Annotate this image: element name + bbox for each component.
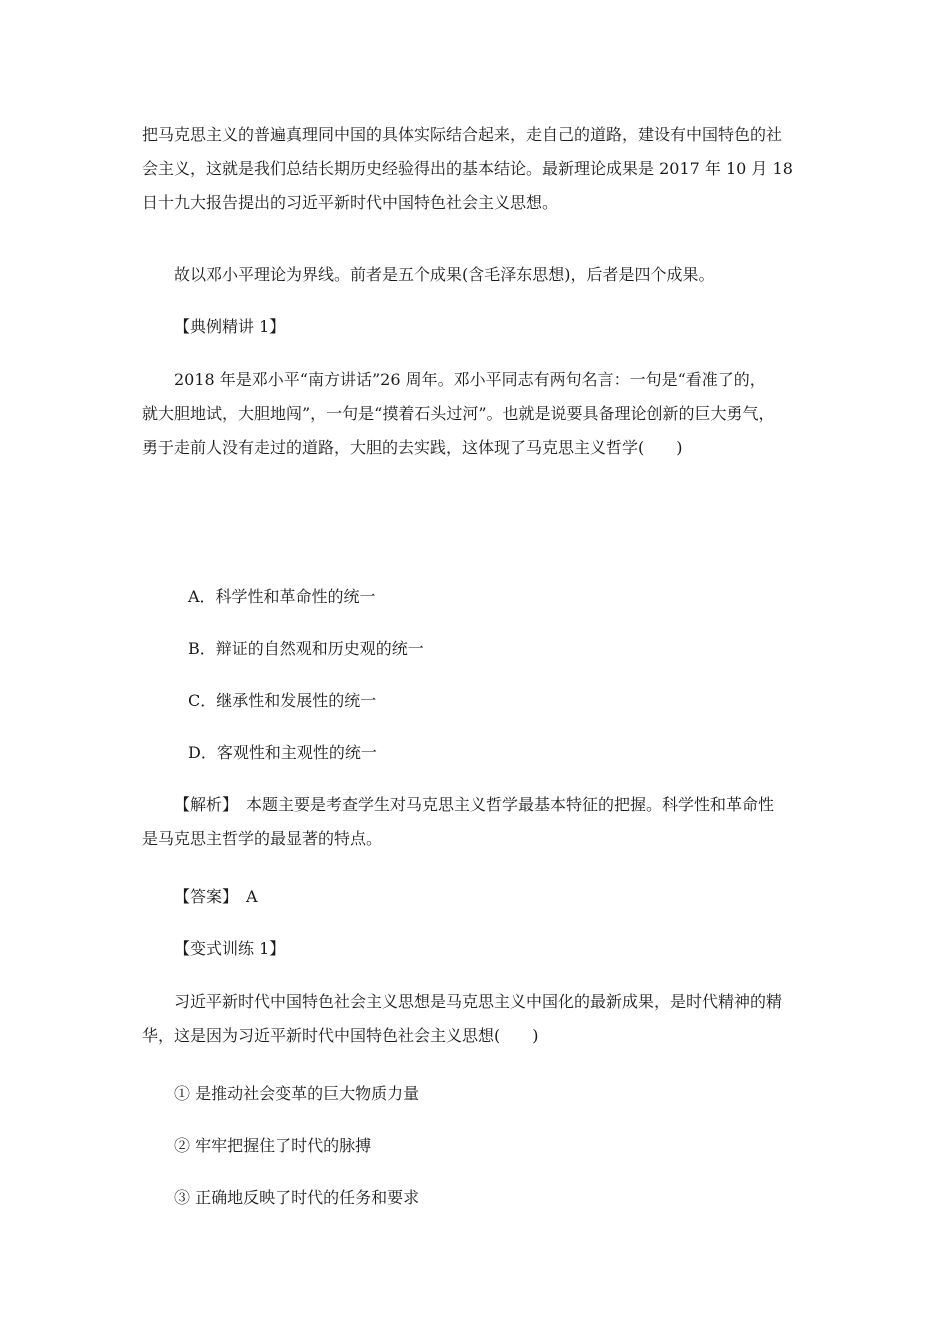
option-a: A．科学性和革命性的统一 (188, 587, 376, 606)
answer-label: 【答案】 (174, 887, 231, 906)
example-question-line-2: 就大胆地试，大胆地闯”，一句是“摸着石头过河”。也就是说要具备理论创新的巨大勇气， (142, 404, 775, 423)
exercise-item-2: ② 牢牢把握住了时代的脉搏 (174, 1136, 372, 1155)
exercise-item-1: ① 是推动社会变革的巨大物质力量 (174, 1084, 420, 1103)
intro-paragraph (142, 118, 807, 220)
option-d: D．客观性和主观性的统一 (188, 743, 377, 762)
summary-paragraph (142, 258, 807, 292)
option-a-block (142, 580, 807, 614)
option-c: C．继承性和发展性的统一 (188, 691, 377, 710)
intro-line-3: 日十九大报告提出的习近平新时代中国特色社会主义思想。 (142, 193, 559, 212)
analysis-label: 【解析】 (174, 795, 231, 814)
exercise-item-3-block (142, 1181, 807, 1215)
option-b-block (142, 632, 807, 666)
exercise-heading-block (142, 932, 807, 966)
exercise-heading: 【变式训练 1】 (174, 939, 286, 958)
analysis-text-1: 本题主要是考查学生对马克思主义哲学最基本特征的把握。科学性和革命性 (230, 795, 775, 814)
example-question-line-3: 勇于走前人没有走过的道路，大胆的去实践，这体现了马克思主义哲学( ) (142, 438, 683, 457)
analysis-paragraph (142, 788, 807, 856)
answer-paragraph (142, 880, 807, 914)
exercise-item-1-block (142, 1077, 807, 1111)
answer-line (142, 880, 807, 914)
option-b: B．辩证的自然观和历史观的统一 (188, 639, 424, 658)
example-heading: 【典例精讲 1】 (174, 317, 286, 336)
example-question-line-1: 2018 年是邓小平“南方讲话”26 周年。邓小平同志有两句名言：一句是“看准了的， (174, 370, 766, 389)
analysis-line-2: 是马克思主哲学的最显著的特点。 (142, 829, 383, 848)
option-d-block (142, 736, 807, 770)
exercise-item-2-block (142, 1129, 807, 1163)
exercise-item-3: ③ 正确地反映了时代的任务和要求 (174, 1188, 420, 1207)
example-heading-block (142, 310, 807, 344)
exercise-question-line-1: 习近平新时代中国特色社会主义思想是马克思主义中国化的最新成果，是时代精神的精 (174, 992, 783, 1011)
exercise-question-line-2: 华，这是因为习近平新时代中国特色社会主义思想( ) (142, 1026, 539, 1045)
intro-line-1: 把马克思主义的普遍真理同中国的具体实际结合起来，走自己的道路，建设有中国特色的社 (142, 125, 783, 144)
intro-line-2: 会主义，这就是我们总结长期历史经验得出的基本结论。最新理论成果是 2017 年 10 月 18 (142, 159, 793, 178)
exercise-question (142, 985, 807, 1053)
answer-value: A (230, 887, 258, 906)
option-c-block (142, 684, 807, 718)
summary-text: 故以邓小平理论为界线。前者是五个成果(含毛泽东思想)，后者是四个成果。 (174, 265, 715, 284)
example-question (142, 363, 807, 465)
analysis-line-1 (142, 788, 807, 822)
